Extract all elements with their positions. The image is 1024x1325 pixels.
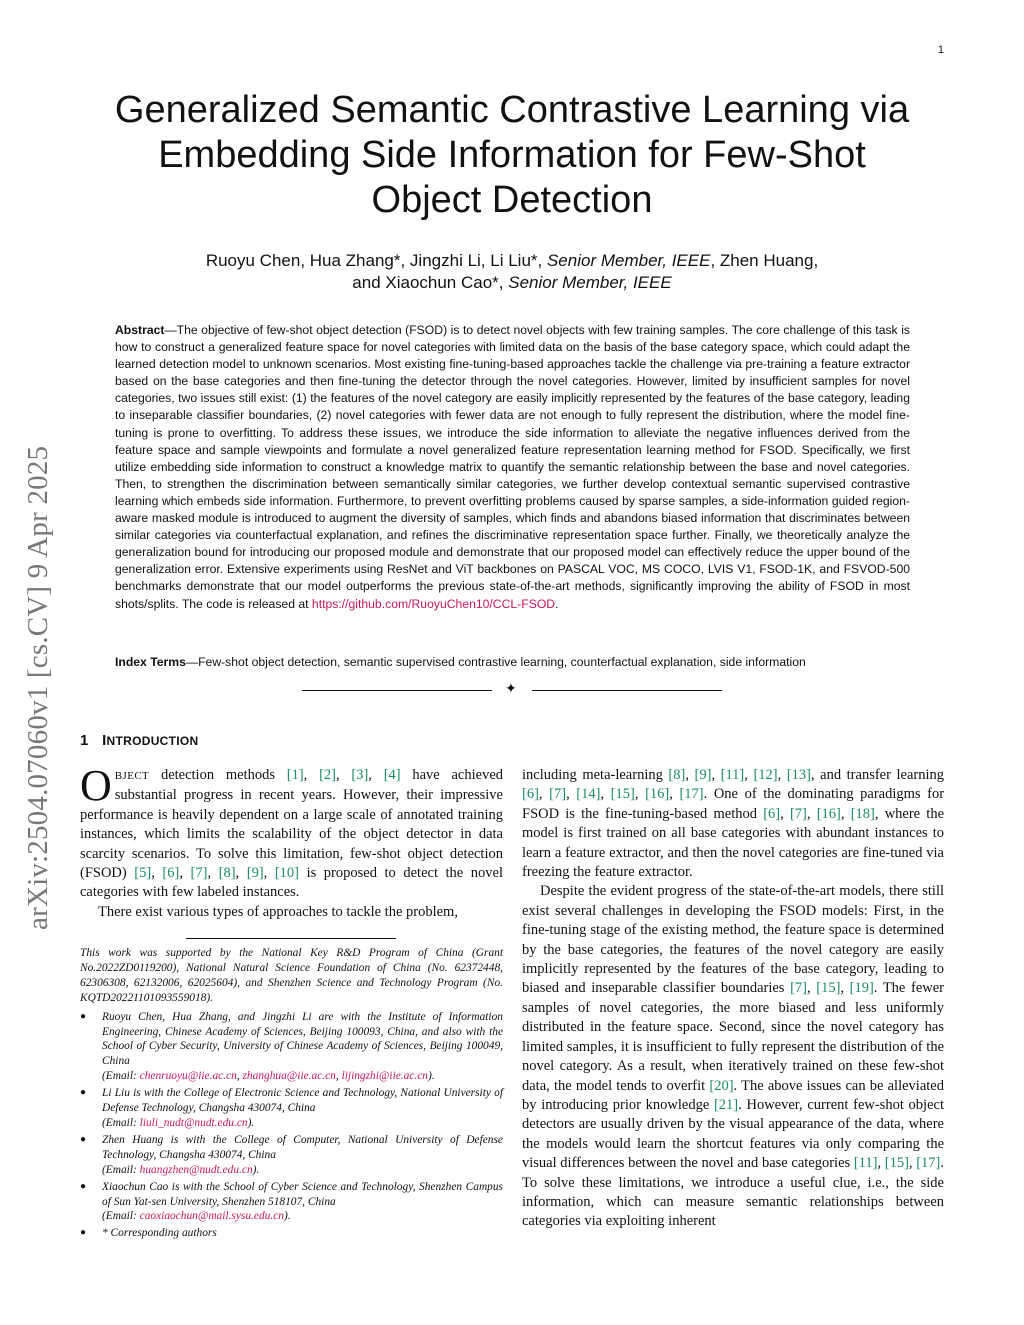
intro-paragraph-4: Despite the evident progress of the state-of-the-art models, there still exist several challenges in developing the FSOD models: First, in the fine-tuning stage of the existing method, the feature space is determined by the base categories, the features of the novel category are easily implicitly represented by the features of the base category, leading to biased and inseparable classifier boundaries [7], [15], [19]. The fewer samples of novel categories, the more biased and less uniformly distributed in the feature space. Second, since the novel category has limited samples, it is insufficient to fully represent the distribution of the novel category. As a result, when iteratively trained on these few-shot data, the model tends to overfit [20]. The above issues can be alleviated by introducing prior knowledge [21]. However, current few-shot object detectors are usually driven by the visual appearance of the data, where the models would learn the shortcut features via only comparing the visual differences between the novel and base categories [11], [15], [17]. To solve these limitations, we introduce a useful clue, i.e., the side information, which can measure semantic relationships between categories via exploiting inherent xyxy=(522,883,945,1230)
intro-paragraph-2: There exist various types of approaches to tackle the problem, xyxy=(98,903,458,920)
index-terms-label: Index Terms xyxy=(115,655,186,669)
text-run: , and transfer learning xyxy=(810,767,944,783)
abstract-label: Abstract xyxy=(115,323,165,337)
affiliation-item xyxy=(80,1010,503,1085)
citation-link[interactable]: [3] xyxy=(351,767,369,783)
affiliation-item xyxy=(80,1086,503,1131)
page-number: 1 xyxy=(937,44,944,56)
citation-link[interactable]: [13] xyxy=(786,767,811,783)
affiliation-item xyxy=(80,1226,503,1241)
author-list xyxy=(0,250,1024,294)
left-column xyxy=(80,761,504,922)
citation-link[interactable]: [15] xyxy=(816,980,841,997)
abstract-end: . xyxy=(555,596,559,611)
citation-link[interactable]: [17] xyxy=(916,1155,941,1172)
smallcap-word: BJECT xyxy=(114,770,150,782)
text-run: detection methods xyxy=(149,767,287,783)
affiliation-item xyxy=(80,1133,503,1178)
citation-link[interactable]: [16] xyxy=(816,805,841,822)
citation-link[interactable]: [21] xyxy=(713,1096,739,1113)
citation-link[interactable]: [11] xyxy=(853,1155,878,1172)
affiliation-list xyxy=(80,1010,503,1242)
text-run: Despite the evident progress of the state-of-the-art models, there still exist several challenges in developing the FSOD models: First, in the fine-tuning stage of the existing method, the feature space is determined by the base categories, the features of the novel category are easily implicitly represented by the features of the base category, leading to biased and inseparable classifier boundaries xyxy=(522,883,944,997)
email-end: ). xyxy=(427,1070,435,1083)
section-heading-introduction xyxy=(80,732,199,749)
citation-link[interactable]: [7] xyxy=(549,786,567,803)
citation-link[interactable]: [2] xyxy=(319,767,336,783)
arxiv-stamp: arXiv:2504.07060v1 [cs.CV] 9 Apr 2025 xyxy=(22,445,54,930)
intro-paragraph-1: OBJECT detection methods [1], [2], [3], [4] have achieved substantial progress in recent years. However, their impressive performance is heavily dependent on a large scale of annotated training instances, which limits the scalability of the object detector in data scarcity scenarios. To solve this limitation, few-shot object detection (FSOD) [5], [6], [7], [8], [9], [10] is proposed to detect the novel categories with few labeled instances. xyxy=(80,761,504,901)
title-line-2: Embedding Side Information for Few-Shot xyxy=(158,134,866,176)
intro-paragraph-3: including meta-learning [8], [9], [11], [12], [13], and transfer learning [6], [7], [14], [15], [16], [17]. One of the dominating paradigms for FSOD is the fine-tuning-based method [6], [7], [16], [18], where the model is first trained on all base categories with abundant instances to learn a feature extractor, and then the novel categories are fine-tuned via freezing the feature extractor. xyxy=(522,767,945,881)
email-prefix: (Email: xyxy=(102,1116,140,1129)
sep: , xyxy=(236,1070,243,1083)
authors-line2: and Xiaochun Cao*, xyxy=(352,273,509,292)
affiliation-text: Zhen Huang is with the College of Computer, National University of Defense Technology, Changsha 430074, China xyxy=(102,1133,503,1161)
citation-link[interactable]: [17] xyxy=(679,786,704,803)
bullet-icon: ● xyxy=(80,1133,87,1145)
email-end: ). xyxy=(247,1116,255,1129)
citation-link[interactable]: [9] xyxy=(246,865,264,882)
email-end: ). xyxy=(283,1210,291,1223)
index-terms-text: —Few-shot object detection, semantic supervised contrastive learning, counterfactual explanation, side information xyxy=(185,655,806,669)
text-run: . The fewer samples of novel categories, the more biased and less uniformly distributed in the feature space. Second, since the novel category has limited samples, it is insufficient to fully represent the distribution of the novel category. As a result, when iteratively trained on these few-shot data, the model tends to overfit xyxy=(522,980,944,1094)
email-link[interactable]: zhanghua@iie.ac.cn xyxy=(242,1070,336,1083)
abstract-text: —The objective of few-shot object detection (FSOD) is to detect novel objects with few training samples. The core challenge of this task is how to construct a generalized feature space for novel categories with limited data on the basis of the base category space, which could adapt the learned detection model to unknown scenarios. Most existing fine-tuning-based approaches tackle the challenge via pre-training a feature extractor based on the base categories and then fine-tuning the detector through the novel categories. However, limited by insufficient samples for novel categories, two issues still exist: (1) the features of the novel category are easily implicitly represented by the features of the base category, leading to inseparable classifier boundaries, (2) novel categories with fewer data are not enough to fully represent the distribution, where the model fine-tuning is prone to overfitting. To address these issues, we introduce the side information to alleviate the negative influences derived from the feature space and sample viewpoints and formulate a novel generalized feature representation learning method for FSOD. Specifically, we first utilize embedding side information to construct a knowledge matrix to quantify the semantic relationship between the base and novel categories. Then, to strengthen the discrimination between semantically similar categories, we further develop contextual semantic supervised contrastive learning which embeds side information. Furthermore, to prevent overfitting problems caused by sparse samples, a side-information guided region-aware masked module is introduced to augment the diversity of samples, which finds and abandons biased information that discriminates between similar categories via counterfactual explanation, and refines the discriminative representation space further. Finally, we theoretically analyze the generalization bound for introducing our proposed module and demonstrate that our proposed model can effectively reduce the upper bound of the generalization error. Extensive experiments using ResNet and ViT backbones on PASCAL VOC, MS COCO, LVIS V1, FSOD-1K, and FSVOD-500 benchmarks demonstrate that our model outperforms the previous state-of-the-art methods, significantly improving the ability of FSOD in most shots/splits. The code is released at xyxy=(115,323,910,611)
bullet-icon: ● xyxy=(80,1227,87,1239)
text-run: have achieved substantial progress in recent years. However, their impressive performance is heavily dependent on a large scale of annotated training instances, which limits the scalability of the object detector in data scarcity scenarios. To solve this limitation, few-shot object detection (FSOD) xyxy=(80,767,504,882)
title-line-1: Generalized Semantic Contrastive Learning via xyxy=(114,89,910,131)
section-first-letter: I xyxy=(102,732,107,749)
citation-link[interactable]: [11] xyxy=(720,767,745,783)
citation-link[interactable]: [5] xyxy=(134,865,152,882)
citation-link[interactable]: [12] xyxy=(753,767,778,783)
text-run: . The above issues can be alleviated by introducing prior knowledge xyxy=(522,1077,944,1113)
email-link[interactable]: liuli_nudt@nudt.edu.cn xyxy=(139,1116,248,1129)
bullet-icon: ● xyxy=(80,1010,87,1022)
citation-link[interactable]: [10] xyxy=(274,865,300,882)
citation-link[interactable]: [8] xyxy=(218,865,236,882)
citation-link[interactable]: [7] xyxy=(190,865,208,882)
code-link[interactable]: https://github.com/RuoyuChen10/CCL-FSOD xyxy=(311,596,556,611)
footnotes xyxy=(80,946,503,1243)
citation-link[interactable]: [18] xyxy=(850,805,875,822)
affiliation-text: Li Liu is with the College of Electronic Science and Technology, National University of Defense Technology, Changsha 430074, China xyxy=(102,1087,503,1115)
affiliation-item xyxy=(80,1180,503,1225)
citation-link[interactable]: [19] xyxy=(849,980,874,997)
funding-note: This work was supported by the National Key R&D Program of China (Grant No.2022ZD0119200), National Natural Science Foundation of China (No. 62372448, 62306308, 62132006, 62025604), and Shenzhen Science and Technology Program (No. KQTD20221101093559018). xyxy=(80,947,503,1004)
bullet-icon: ● xyxy=(80,1180,87,1192)
text-run: is proposed to detect the novel categories with few labeled instances. xyxy=(80,865,504,901)
authors-affil-2: Senior Member, IEEE xyxy=(508,273,672,292)
citation-link[interactable]: [20] xyxy=(709,1077,734,1094)
email-prefix: (Email: xyxy=(102,1163,140,1176)
citation-link[interactable]: [15] xyxy=(884,1155,909,1172)
email-prefix: (Email: xyxy=(102,1070,140,1083)
citation-link[interactable]: [7] xyxy=(789,805,807,822)
citation-link[interactable]: [8] xyxy=(668,767,686,783)
email-link[interactable]: lijingzhi@iie.ac.cn xyxy=(341,1070,428,1083)
corresponding-note: * Corresponding authors xyxy=(102,1227,217,1240)
authors-affil-1: Senior Member, IEEE xyxy=(546,251,711,270)
title-line-3: Object Detection xyxy=(371,179,653,221)
citation-link[interactable]: [7] xyxy=(790,980,807,997)
email-link[interactable]: chenruoyu@iie.ac.cn xyxy=(139,1070,237,1083)
citation-link[interactable]: [6] xyxy=(162,865,180,882)
divider-diamond-icon: ✦ xyxy=(505,682,517,697)
text-run: including meta-learning xyxy=(522,767,669,783)
citation-link[interactable]: [6] xyxy=(763,805,781,822)
citation-link[interactable]: [16] xyxy=(645,786,670,803)
bullet-icon: ● xyxy=(80,1087,87,1099)
paper-title xyxy=(0,88,1024,223)
text-run: . One of the dominating paradigms for FSOD is the fine-tuning-based method xyxy=(522,786,945,822)
divider-line-left xyxy=(302,690,492,691)
drop-cap: O xyxy=(80,761,112,810)
footnote-rule xyxy=(186,938,396,939)
text-run: , where the model is first trained on all base categories with abundant instances to learn a feature extractor, and then the novel categories are fine-tuned via freezing the feature extractor. xyxy=(522,805,945,881)
text-run: . However, current few-shot object detectors are usually driven by the visual appearance of the data, where the models would learn the shortcut features via only comparing the visual differences between the novel and base categories xyxy=(522,1096,944,1172)
email-prefix: (Email: xyxy=(102,1210,140,1223)
divider-line-right xyxy=(532,690,722,691)
email-link[interactable]: caoxiaochun@mail.sysu.edu.cn xyxy=(139,1210,284,1223)
citation-link[interactable]: [4] xyxy=(383,767,401,783)
citation-link[interactable]: [15] xyxy=(610,786,635,803)
text-run: . To solve these limitations, we introduce a useful clue, i.e., the side information, which can measure semantic relationships between categories via exploiting inherent xyxy=(522,1155,945,1230)
citation-link[interactable]: [14] xyxy=(576,786,601,803)
section-number: 1 xyxy=(80,732,89,749)
sep: , xyxy=(335,1070,342,1083)
abstract xyxy=(115,322,910,613)
citation-link[interactable]: [9] xyxy=(694,767,712,783)
authors-line1-end: , Zhen Huang, xyxy=(710,251,819,270)
email-end: ). xyxy=(252,1163,260,1176)
affiliation-text: Ruoyu Chen, Hua Zhang, and Jingzhi Li are with the Institute of Information Engineering, Chinese Academy of Sciences, Beijing 100093, China, and also with the School of Cyber Security, University of Chinese Academy of Sciences, Beijing 100049, China xyxy=(102,1010,503,1068)
right-column xyxy=(522,766,944,1232)
section-title-rest: NTRODUCTION xyxy=(106,734,199,748)
index-terms xyxy=(115,654,910,671)
section-divider xyxy=(0,682,1024,697)
affiliation-text: Xiaochun Cao is with the School of Cyber Science and Technology, Shenzhen Campus of Sun Yat-sen University, Shenzhen 518107, China xyxy=(102,1180,503,1208)
citation-link[interactable]: [6] xyxy=(522,786,539,803)
email-link[interactable]: huangzhen@nudt.edu.cn xyxy=(139,1163,253,1176)
authors-line1: Ruoyu Chen, Hua Zhang*, Jingzhi Li, Li Liu*, xyxy=(205,251,547,270)
citation-link[interactable]: [1] xyxy=(286,767,304,783)
